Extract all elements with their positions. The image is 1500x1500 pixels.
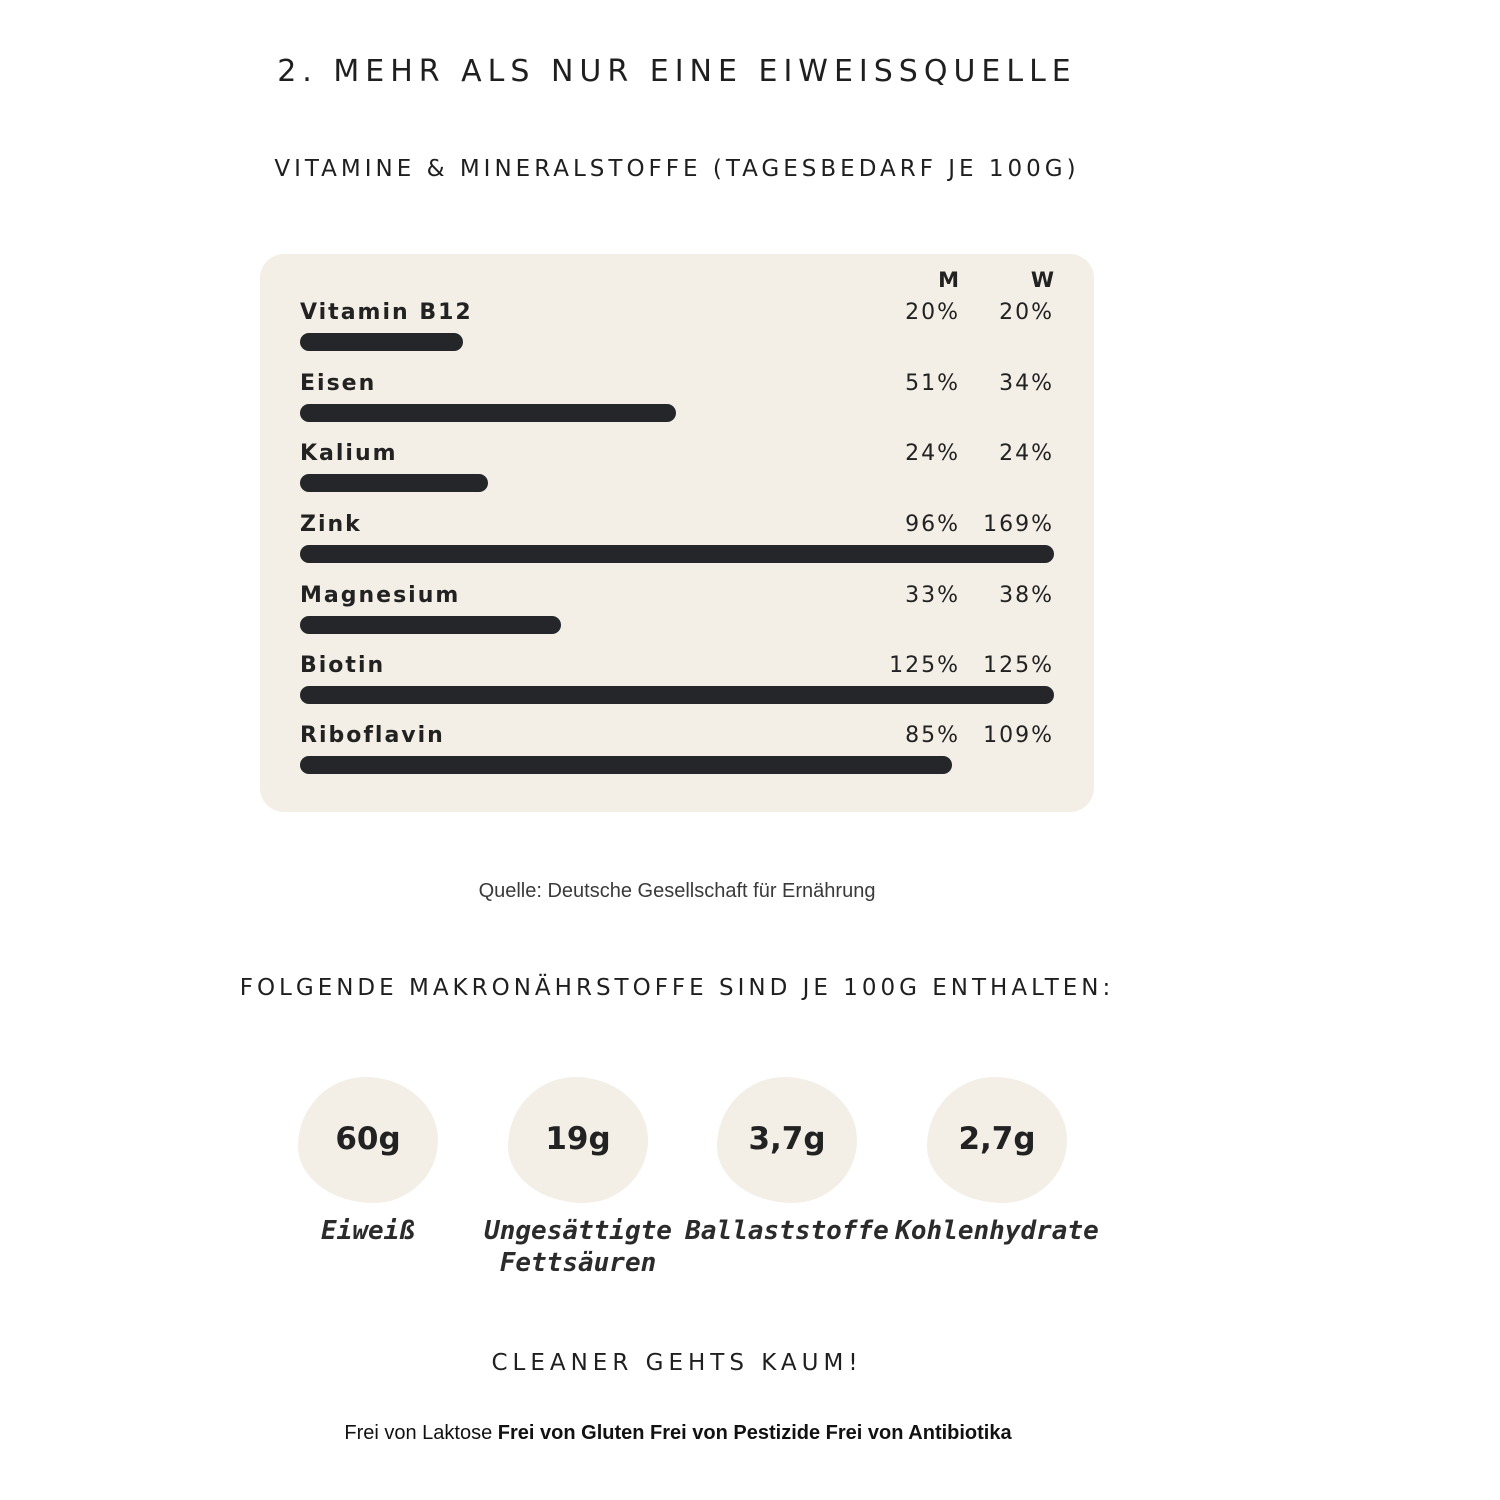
- macro-value: 2,7g: [958, 1121, 1036, 1157]
- nutrient-row-kalium: [300, 441, 1055, 501]
- nutrient-row-magnesium: [300, 583, 1055, 643]
- nutrient-value-m: 125%: [889, 653, 960, 678]
- nutrient-bar: [300, 404, 676, 422]
- nutrient-value-w: 38%: [999, 583, 1054, 608]
- macro-value: 19g: [545, 1121, 611, 1157]
- column-header-w: W: [1030, 268, 1055, 292]
- macro-ungesaettigte-fettsaeuren: [468, 1077, 688, 1307]
- nutrient-value-m: 33%: [905, 583, 960, 608]
- nutrient-name: Vitamin B12: [300, 300, 473, 325]
- macro-label: Ungesättigte Fettsäuren: [484, 1216, 672, 1278]
- nutrient-name: Zink: [300, 512, 362, 537]
- free-from-gluten: Frei von Gluten: [497, 1422, 645, 1444]
- free-from-line: [0, 1422, 1356, 1445]
- nutrient-value-w: 34%: [999, 371, 1054, 396]
- nutrient-value-m: 85%: [905, 723, 960, 748]
- nutrient-row-vitamin-b12: [300, 300, 1055, 360]
- nutrient-value-m: 96%: [905, 512, 960, 537]
- nutrient-name: Biotin: [300, 653, 386, 678]
- nutrient-value-m: 20%: [905, 300, 960, 325]
- nutrient-row-zink: [300, 512, 1055, 572]
- nutrient-value-w: 20%: [999, 300, 1054, 325]
- section-title: 2. MEHR ALS NUR EINE EIWEISSQUELLE: [277, 54, 1077, 89]
- nutrient-row-eisen: [300, 371, 1055, 431]
- macro-label: Eiweiß: [321, 1216, 415, 1246]
- free-from-pestizide: Frei von Pestizide: [650, 1422, 821, 1444]
- source-note: Quelle: Deutsche Gesellschaft für Ernährung: [478, 880, 876, 902]
- macro-value: 3,7g: [748, 1121, 826, 1157]
- column-header-m: M: [938, 268, 960, 292]
- nutrient-name: Eisen: [300, 371, 377, 396]
- cleaner-title: CLEANER GEHTS KAUM!: [491, 1350, 863, 1376]
- nutrient-bar: [300, 686, 1054, 704]
- nutrient-name: Kalium: [300, 441, 398, 466]
- nutrient-bar: [300, 756, 952, 774]
- nutrient-bar: [300, 333, 463, 351]
- nutrient-bar: [300, 545, 1054, 563]
- nutrient-value-m: 51%: [905, 371, 960, 396]
- nutrient-value-w: 24%: [999, 441, 1054, 466]
- nutrient-value-w: 125%: [983, 653, 1054, 678]
- macro-kohlenhydrate: [887, 1077, 1107, 1307]
- macro-label: Ballaststoffe: [685, 1216, 889, 1246]
- nutrient-bar: [300, 474, 488, 492]
- nutrient-name: Riboflavin: [300, 723, 445, 748]
- nutrient-bar: [300, 616, 561, 634]
- nutrient-row-biotin: [300, 653, 1055, 713]
- macro-value: 60g: [335, 1121, 401, 1157]
- nutrient-value-m: 24%: [905, 441, 960, 466]
- macro-eiweiss: [258, 1077, 478, 1307]
- vitamins-title: VITAMINE & MINERALSTOFFE (TAGESBEDARF JE 100G): [274, 156, 1080, 182]
- nutrient-row-riboflavin: [300, 723, 1055, 783]
- nutrient-value-w: 169%: [983, 512, 1054, 537]
- nutrient-name: Magnesium: [300, 583, 461, 608]
- macros-title: FOLGENDE MAKRONÄHRSTOFFE SIND JE 100G ENTHALTEN:: [239, 975, 1115, 1001]
- macro-ballaststoffe: [677, 1077, 897, 1307]
- free-from-antibiotika: Frei von Antibiotika: [825, 1422, 1012, 1444]
- free-from-laktose: Frei von Laktose: [344, 1422, 493, 1444]
- macro-label: Kohlenhydrate: [895, 1216, 1099, 1246]
- nutrient-value-w: 109%: [983, 723, 1054, 748]
